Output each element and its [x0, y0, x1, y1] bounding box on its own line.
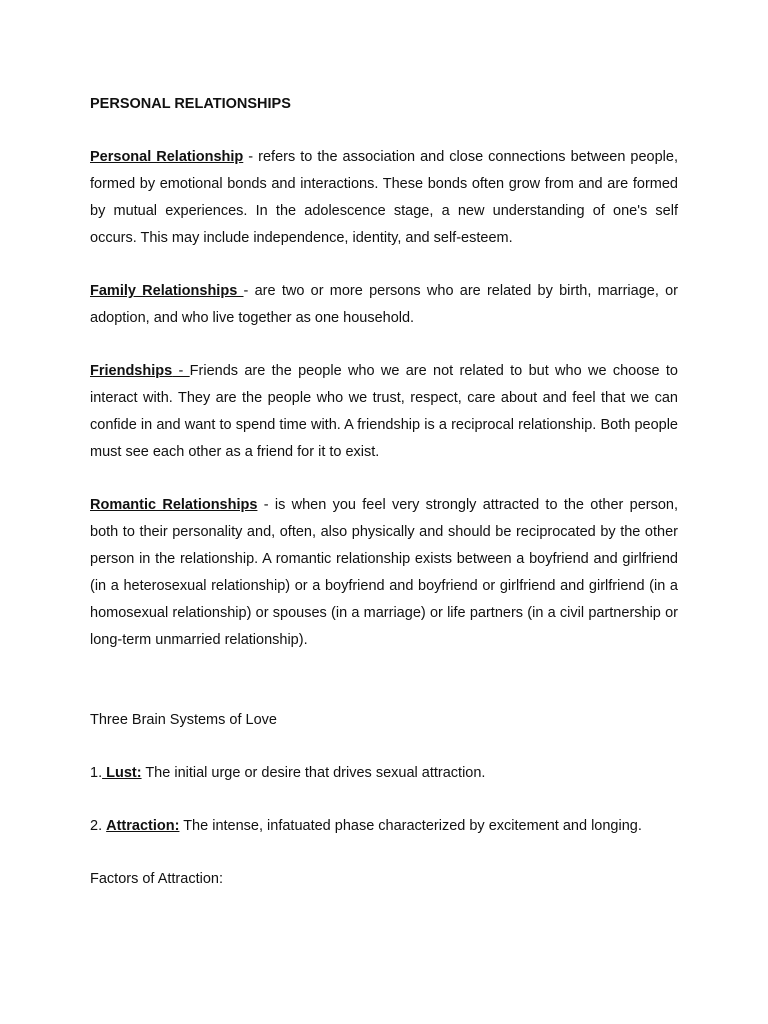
- spacer: [90, 654, 678, 707]
- definition-friendships: Friends are the people who we are not related to but who we choose to interact with. They are the people who we trust, respect, care about and feel that we can confide in and want to spend time with. A friendship is a reciprocal relationship. Both people must see each other as a friend for it to exist.: [90, 363, 678, 460]
- separator: -: [243, 149, 259, 165]
- separator: -: [172, 363, 190, 379]
- spacer: [90, 332, 678, 358]
- section-romantic-relationships: [90, 492, 678, 654]
- section-family-relationships: [90, 278, 678, 332]
- spacer: [90, 118, 678, 144]
- term-friendships: Friendships: [90, 363, 173, 379]
- term-romantic-relationships: Romantic Relationships: [90, 497, 258, 513]
- spacer: [90, 466, 678, 492]
- brain-system-item-lust: [90, 760, 678, 787]
- spacer: [90, 787, 678, 813]
- term-lust: Lust:: [102, 765, 142, 781]
- definition-family-relationships: are two or more persons who are related by birth, marriage, or adoption, and who live together as one household.: [90, 283, 678, 326]
- item-number: 2.: [90, 818, 107, 834]
- factors-of-attraction-heading: Factors of Attraction:: [90, 871, 223, 887]
- term-family-relationships: Family Relationships: [90, 283, 244, 299]
- brain-systems-heading: Three Brain Systems of Love: [90, 712, 277, 728]
- brain-system-item-attraction: [90, 813, 678, 840]
- spacer: [90, 252, 678, 278]
- item-number: 1.: [90, 765, 103, 781]
- description-attraction: The intense, infatuated phase characterized by excitement and longing.: [179, 818, 642, 834]
- term-attraction: Attraction:: [106, 818, 180, 834]
- term-personal-relationship: Personal Relationship: [90, 149, 244, 165]
- section-friendships: [90, 358, 678, 466]
- document-title: PERSONAL RELATIONSHIPS: [90, 96, 291, 112]
- separator: -: [257, 497, 275, 513]
- section-personal-relationship: [90, 144, 678, 252]
- definition-romantic-relationships: is when you feel very strongly attracted to the other person, both to their personality and, often, also physically and should be reciprocated by the other person in the relationship. A romantic relationship exists between a boyfriend and girlfriend (in a heterosexual relationship) or a boyfriend and boyfriend or girlfriend and girlfriend (in a homosexual relationship) or spouses (in a marriage) or life partners (in a civil partnership or long-term unmarried relationship).: [90, 497, 678, 648]
- spacer: [90, 840, 678, 866]
- separator: -: [243, 283, 255, 299]
- document-page: [90, 91, 678, 893]
- description-lust: The initial urge or desire that drives sexual attraction.: [141, 765, 486, 781]
- definition-personal-relationship: refers to the association and close connections between people, formed by emotional bonds and interactions. These bonds often grow from and are formed by mutual experiences. In the adolescence stage, a new understanding of one's self occurs. This may include independence, identity, and self-esteem.: [90, 149, 678, 246]
- spacer: [90, 734, 678, 760]
